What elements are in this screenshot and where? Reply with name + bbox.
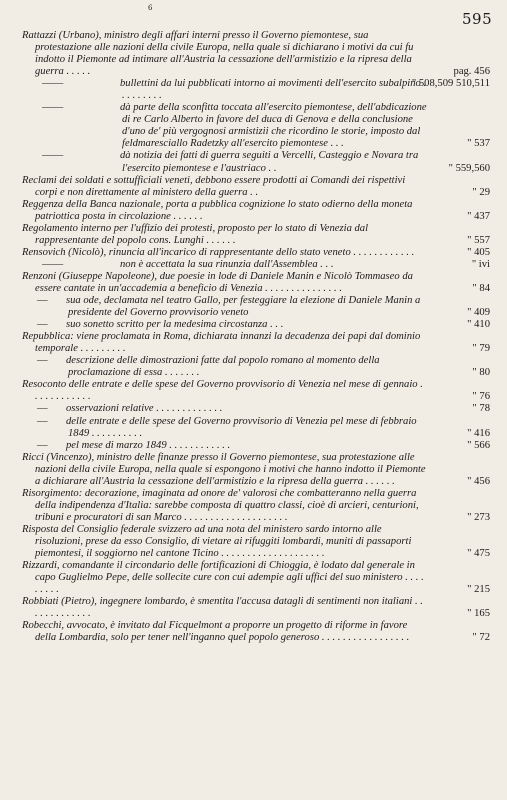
index-entry (0, 331, 507, 355)
index-entry (0, 452, 507, 488)
index-entry (0, 102, 507, 150)
index-entry (0, 223, 507, 247)
page-reference: " 416 (467, 427, 490, 439)
entry-text: bullettini da lui pubblicati intorno ai movimenti dell'esercito subalpino . . . . . . . . . (120, 78, 427, 102)
page-reference: " 456 (467, 475, 490, 487)
entry-text: Renzoni (Giuseppe Napoleone), due poesie in lode di Daniele Manin e Nicolò Tommaseo da essere cantate in un'accademia a beneficio di Venezia . . . . . . . . . . . . . . . (22, 270, 413, 294)
entry-text: dà parte della sconfitta toccata all'esercito piemontese, dell'abdicazione di re Carlo Alberto in favore del duca di Genova e della conclusione d'uno de' più vergognosi armistizii che ricordino le storie, imposto dal feldmaresciallo Radetzky all'esercito piemontese . . . (120, 102, 427, 150)
ditto-dash: — (37, 415, 48, 427)
entry-text: Risposta del Consiglio federale svizzero ad una nota del ministero sardo intorno alle risoluzioni, prese da esso Consiglio, di vietare ai rifuggiti lombardi, muniti di passaporti piemontesi, il soggiorno nel cantone Ticino . . . . . . . . . . . . . . . . . . . . (22, 523, 412, 560)
page-reference: " 508,509 510,511 (411, 78, 490, 90)
index-entry (0, 620, 507, 644)
entry-text: dà notizia dei fatti di guerra seguiti a Vercelli, Casteggio e Novara tra l'esercito piemontese e l'austriaco . . (120, 150, 419, 174)
index-entry (0, 295, 507, 319)
page-reference: " 215 (467, 584, 490, 596)
page-reference: " 273 (467, 511, 490, 523)
page-reference: " 84 (472, 282, 490, 294)
index-entry (0, 30, 507, 78)
index-entry (0, 247, 507, 259)
entry-text: descrizione delle dimostrazioni fatte dal popolo romano al momento della proclamazione di essa . . . . . . . (66, 355, 380, 379)
index-entry (0, 440, 507, 452)
index-entry (0, 488, 507, 524)
page-reference: " 80 (472, 367, 490, 379)
ditto-dash: —— (42, 150, 64, 162)
entry-text: Robbiati (Pietro), ingegnere lombardo, è smentita l'accusa datagli di sentimenti non italiani . . . . . . . . . . . . . (22, 596, 423, 620)
index-entry (0, 403, 507, 415)
ditto-dash: — (37, 439, 48, 451)
ditto-dash: —— (42, 258, 64, 270)
index-entry (0, 416, 507, 440)
page-reference: " 72 (472, 632, 490, 644)
page-reference: " 559,560 (448, 162, 490, 174)
entry-text: Robecchi, avvocato, è invitato dal Ficquelmont a proporre un progetto di riforme in favore della Lombardia, solo per tener nell'inganno quel popolo generoso . . . . . . . . . . . . . . . . . (22, 620, 410, 644)
page-number: 595 (462, 10, 493, 28)
entry-text: Repubblica: viene proclamata in Roma, dichiarata innanzi la decadenza dei papi dal dominio temporale . . . . . . . . . (22, 331, 421, 355)
page-reference: " 475 (467, 548, 490, 560)
page-reference: pag. 456 (453, 66, 490, 78)
ditto-dash: — (37, 355, 48, 367)
index-entry (0, 596, 507, 620)
entry-text: Reclami dei soldati e sottufficiali veneti, debbono essere prodotti ai Comandi dei rispettivi corpi e non direttamente al ministero della guerra . . (22, 174, 406, 198)
entry-text: suo sonetto scritto per la medesima circostanza . . . (66, 319, 284, 331)
page-reference: " 79 (472, 343, 490, 355)
page-reference: " 165 (467, 608, 490, 620)
page-reference: " ivi (471, 258, 490, 270)
page-reference: " 437 (467, 210, 490, 222)
index-entry (0, 355, 507, 379)
entry-text: Rizzardi, comandante il circondario delle fortificazioni di Chioggia, è lodato dal generale in capo Guglielmo Pepe, delle sollecite cure con cui adempie agli uffici del suo ministero . . . . . . . . . (22, 560, 424, 596)
page-reference: " 557 (467, 234, 490, 246)
index-entry (0, 560, 507, 596)
page-reference: " 29 (472, 186, 490, 198)
ditto-dash: — (37, 403, 48, 415)
index-entry (0, 319, 507, 331)
index-entry (0, 175, 507, 199)
ditto-dash: —— (42, 102, 64, 114)
index-entry (0, 150, 507, 174)
entry-text: Risorgimento: decorazione, imaginata ad onore de' valorosi che combatteranno nella guerra della indipendenza d'Italia: sarebbe composta di quattro classi, cioè di arcieri, centurioni, tribuni e procuratori di san Marco . . . . . . . . . . . . . . . . . . . . (22, 487, 419, 523)
entry-text: Resoconto delle entrate e delle spese del Governo provvisorio di Venezia nel mese di gennaio . . . . . . . . . . . . (22, 379, 423, 403)
ditto-dash: — (37, 295, 48, 307)
entry-text: Ricci (Vincenzo), ministro delle finanze presso il Governo piemontese, sua protestazione alle nazioni della civile Europa, nella quale si espongono i motivi che hanno indotto il Piemonte a dichiarare all'Austria la cessazione dell'armistizio e la ripresa della guerra . . . . . . (22, 451, 426, 487)
index-entry (0, 271, 507, 295)
ditto-dash: — (37, 319, 48, 331)
page-reference: " 410 (467, 319, 490, 331)
entry-text: Reggenza della Banca nazionale, porta a pubblica cognizione lo stato odierno della moneta patriottica posta in circolazione . . . . . . (22, 198, 413, 222)
page-reference: " 409 (467, 307, 490, 319)
entry-text: pel mese di marzo 1849 . . . . . . . . . . . . (66, 439, 231, 451)
ditto-dash: —— (42, 78, 64, 90)
page-reference: " 566 (467, 439, 490, 451)
entry-text: Rattazzi (Urbano), ministro degli affari interni presso il Governo piemontese, sua protestazione alle nazioni della civile Europa, nella quale si dichiarano i motivi da cui fu indotto il Piemonte ad intimare all'Austria la cessazione dell'armistizio e la ripresa della guerra . . . . . (22, 30, 414, 78)
entry-text: osservazioni relative . . . . . . . . . . . . . (66, 403, 223, 415)
page-reference: " 537 (467, 138, 490, 150)
page-reference: " 78 (472, 403, 490, 415)
page-reference: " 76 (472, 391, 490, 403)
index-entry (0, 524, 507, 560)
signature-mark: 6 (148, 4, 153, 12)
entry-text: sua ode, declamata nel teatro Gallo, per festeggiare la elezione di Daniele Manin a presidente del Governo provvisorio veneto (66, 295, 421, 319)
index-entry (0, 259, 507, 271)
entry-text: delle entrate e delle spese del Governo provvisorio di Venezia pel mese di febbraio 1849 . . . . . . . . . . (66, 415, 417, 439)
entry-text: Regolamento interno per l'uffizio dei protesti, proposto per lo stato di Venezia dal rappresentante del popolo cons. Lunghi . . . . . . (22, 222, 369, 246)
index-entries (0, 30, 507, 644)
index-entry (0, 379, 507, 403)
index-entry (0, 78, 507, 102)
page-reference: " 405 (467, 246, 490, 258)
entry-text: Rensovich (Nicolò), rinuncia all'incarico di rappresentante dello stato veneto . . . . . . . . . . . . (22, 246, 415, 258)
index-entry (0, 199, 507, 223)
entry-text: non è accettata la sua rinunzia dall'Assemblea . . . (120, 258, 334, 270)
